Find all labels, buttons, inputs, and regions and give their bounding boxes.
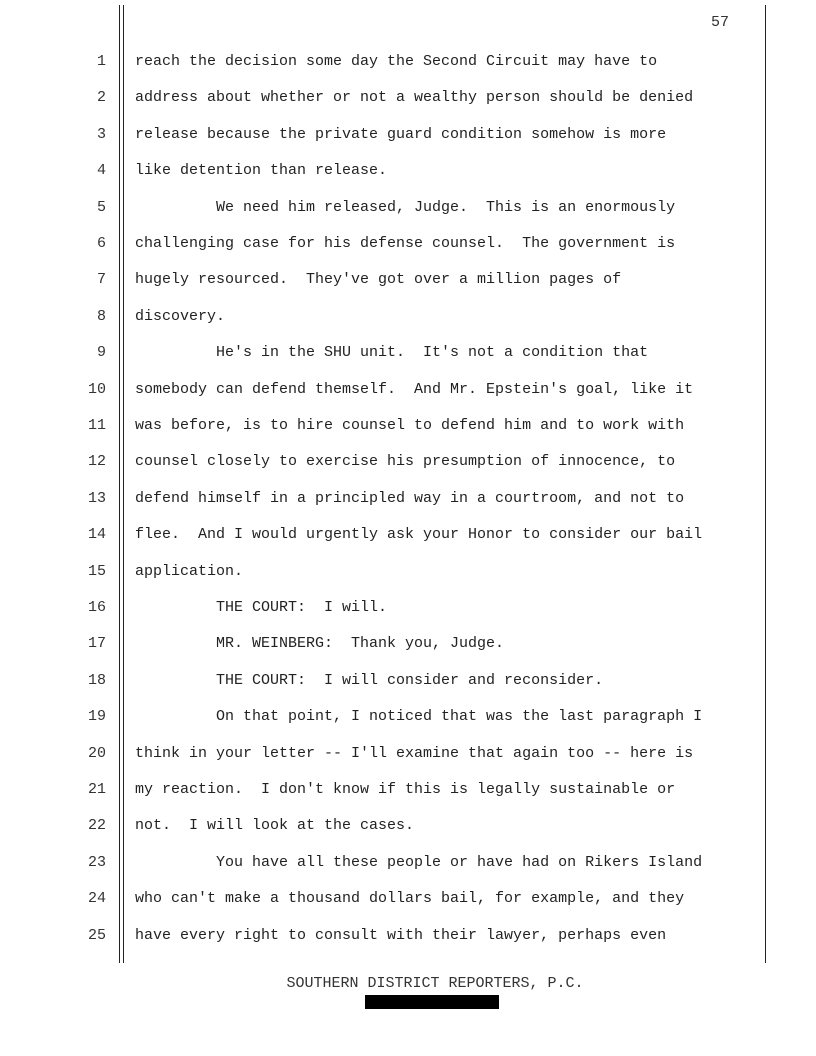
line-number: 2 (96, 89, 106, 106)
transcript-line: hugely resourced. They've got over a million pages of (135, 271, 622, 288)
page-number: 57 (711, 14, 730, 31)
transcript-line: my reaction. I don't know if this is legally sustainable or (135, 781, 676, 798)
line-number: 9 (96, 344, 106, 361)
line-number: 7 (96, 271, 106, 288)
transcript-line: THE COURT: I will. (135, 599, 388, 616)
line-number: 12 (87, 453, 106, 470)
line-number: 21 (87, 781, 106, 798)
transcript-line: He's in the SHU unit. It's not a condition that (135, 344, 649, 361)
line-number: 25 (87, 927, 106, 944)
transcript-line: like detention than release. (135, 162, 388, 179)
line-number: 14 (87, 526, 106, 543)
line-number: 13 (87, 490, 106, 507)
transcript-line: application. (135, 563, 244, 580)
transcript-line: discovery. (135, 308, 226, 325)
transcript-line: somebody can defend themself. And Mr. Epstein's goal, like it (135, 381, 694, 398)
left-margin-rule (119, 5, 120, 963)
line-number: 5 (96, 199, 106, 216)
transcript-line: On that point, I noticed that was the last paragraph I (135, 708, 703, 725)
transcript-line: release because the private guard condition somehow is more (135, 126, 667, 143)
line-number: 11 (87, 417, 106, 434)
line-number: 3 (96, 126, 106, 143)
transcript-line: address about whether or not a wealthy person should be denied (135, 89, 694, 106)
line-number: 1 (96, 53, 106, 70)
line-number: 4 (96, 162, 106, 179)
line-number: 22 (87, 817, 106, 834)
line-number: 19 (87, 708, 106, 725)
line-number: 18 (87, 672, 106, 689)
transcript-line: think in your letter -- I'll examine that again too -- here is (135, 745, 694, 762)
transcript-line: was before, is to hire counsel to defend him and to work with (135, 417, 685, 434)
line-number: 20 (87, 745, 106, 762)
line-number: 23 (87, 854, 106, 871)
line-number: 17 (87, 635, 106, 652)
transcript-line: defend himself in a principled way in a courtroom, and not to (135, 490, 685, 507)
line-number: 24 (87, 890, 106, 907)
line-number: 8 (96, 308, 106, 325)
line-number: 10 (87, 381, 106, 398)
transcript-line: have every right to consult with their lawyer, perhaps even (135, 927, 667, 944)
line-number: 6 (96, 235, 106, 252)
line-number: 16 (87, 599, 106, 616)
transcript-line: who can't make a thousand dollars bail, for example, and they (135, 890, 685, 907)
right-margin-rule (765, 5, 766, 963)
transcript-line: reach the decision some day the Second Circuit may have to (135, 53, 658, 70)
transcript-line: MR. WEINBERG: Thank you, Judge. (135, 635, 505, 652)
line-number: 15 (87, 563, 106, 580)
transcript-line: not. I will look at the cases. (135, 817, 415, 834)
transcript-line: flee. And I would urgently ask your Honor to consider our bail (135, 526, 703, 543)
redaction-bar (365, 995, 499, 1009)
transcript-line: You have all these people or have had on Rikers Island (135, 854, 703, 871)
left-margin-rule-inner (123, 5, 124, 963)
transcript-line: We need him released, Judge. This is an enormously (135, 199, 676, 216)
transcript-line: THE COURT: I will consider and reconsider. (135, 672, 604, 689)
transcript-line: counsel closely to exercise his presumption of innocence, to (135, 453, 676, 470)
footer-reporter: SOUTHERN DISTRICT REPORTERS, P.C. (286, 975, 584, 992)
transcript-line: challenging case for his defense counsel. The government is (135, 235, 676, 252)
